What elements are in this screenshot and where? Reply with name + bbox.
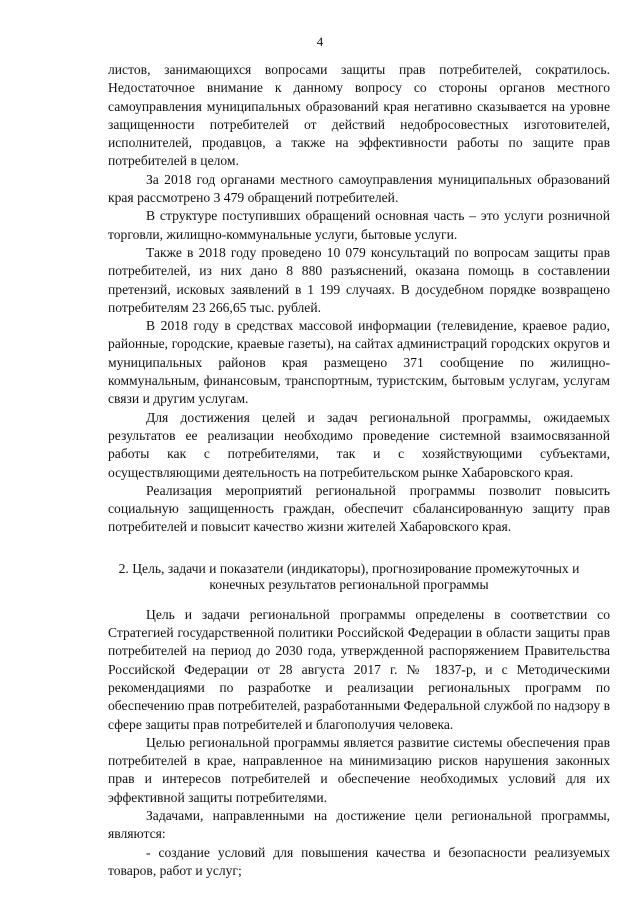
paragraph: В структуре поступивших обращений основная часть – это услуги розничной торговли, жилищно-коммунальные услуги, бытовые услуги. bbox=[108, 208, 610, 242]
paragraph-continuation: листов, занимающихся вопросами защиты прав потребителей, сократилось. Недостаточное внимание к данному вопросу со стороны органов местного самоуправления муниципальных образований края негативно сказывается на уровне защищенности потребителей от действий недобросовестных изготовителей, исполнителей, продавцов, а также на эффективности работы по защите прав потребителей в целом. bbox=[108, 62, 610, 169]
paragraph: Для достижения целей и задач региональной программы, ожидаемых результатов ее реализации необходимо проведение системной взаимосвязанной работы как с потребителями, так и с хозяйствующими субъектами, осуществляющими деятельность на потребительском рынке Хабаровского края. bbox=[108, 409, 610, 480]
page-number: 4 bbox=[316, 34, 324, 49]
list-item: - создание условий для повышения качества и безопасности реализуемых товаров, работ и услуг; bbox=[108, 844, 610, 878]
section-heading: 2. Цель, задачи и показатели (индикаторы), прогнозирование промежуточных и конечных результатов региональной программы bbox=[118, 560, 580, 593]
document-body bbox=[108, 61, 610, 880]
paragraph: Целью региональной программы является развитие системы обеспечения прав потребителей в крае, направленное на минимизацию рисков нарушения законных прав и интересов потребителей и обеспечение необходимых условий для их эффективной защиты потребителями. bbox=[108, 734, 610, 805]
paragraph: За 2018 год органами местного самоуправления муниципальных образований края рассмотрено 3 479 обращений потребителей. bbox=[108, 171, 610, 206]
paragraph: Задачами, направленными на достижение цели региональной программы, являются: bbox=[108, 807, 610, 842]
paragraph: В 2018 году в средствах массовой информации (телевидение, краевое радио, районные, городские, краевые газеты), на сайтах администраций городских округов и муниципальных районов края размещено 371 сообщение по жилищно-коммунальным, финансовым, транспортным, туристским, бытовым услугам, услугам связи и другим услугам. bbox=[108, 318, 610, 407]
paragraph: Реализация мероприятий региональной программы позволит повысить социальную защищенность граждан, обеспечит сбалансированную защиту прав потребителей и повысит качество жизни жителей Хабаровского края. bbox=[108, 482, 610, 535]
paragraph: Также в 2018 году проведено 10 079 консультаций по вопросам защиты прав потребителей, из них дано 8 880 разъяснений, оказана помощь в составлении претензий, исковых заявлений в 1 199 случаях. В досудебном порядке возвращено потребителям 23 266,65 тыс. рублей. bbox=[108, 244, 610, 315]
paragraph: Цель и задачи региональной программы определены в соответствии со Стратегией государственной политики Российской Федерации в области защиты прав потребителей на период до 2030 года, утвержденной распоряжением Правительства Российской Федерации от 28 августа 2017 г. № 1837-р, и с Методическими рекомендациями по разработке и реализации региональных программ по обеспечению прав потребителей, разработанными Федеральной службой по надзору в сфере защиты прав потребителей и благополучия человека. bbox=[108, 606, 610, 732]
